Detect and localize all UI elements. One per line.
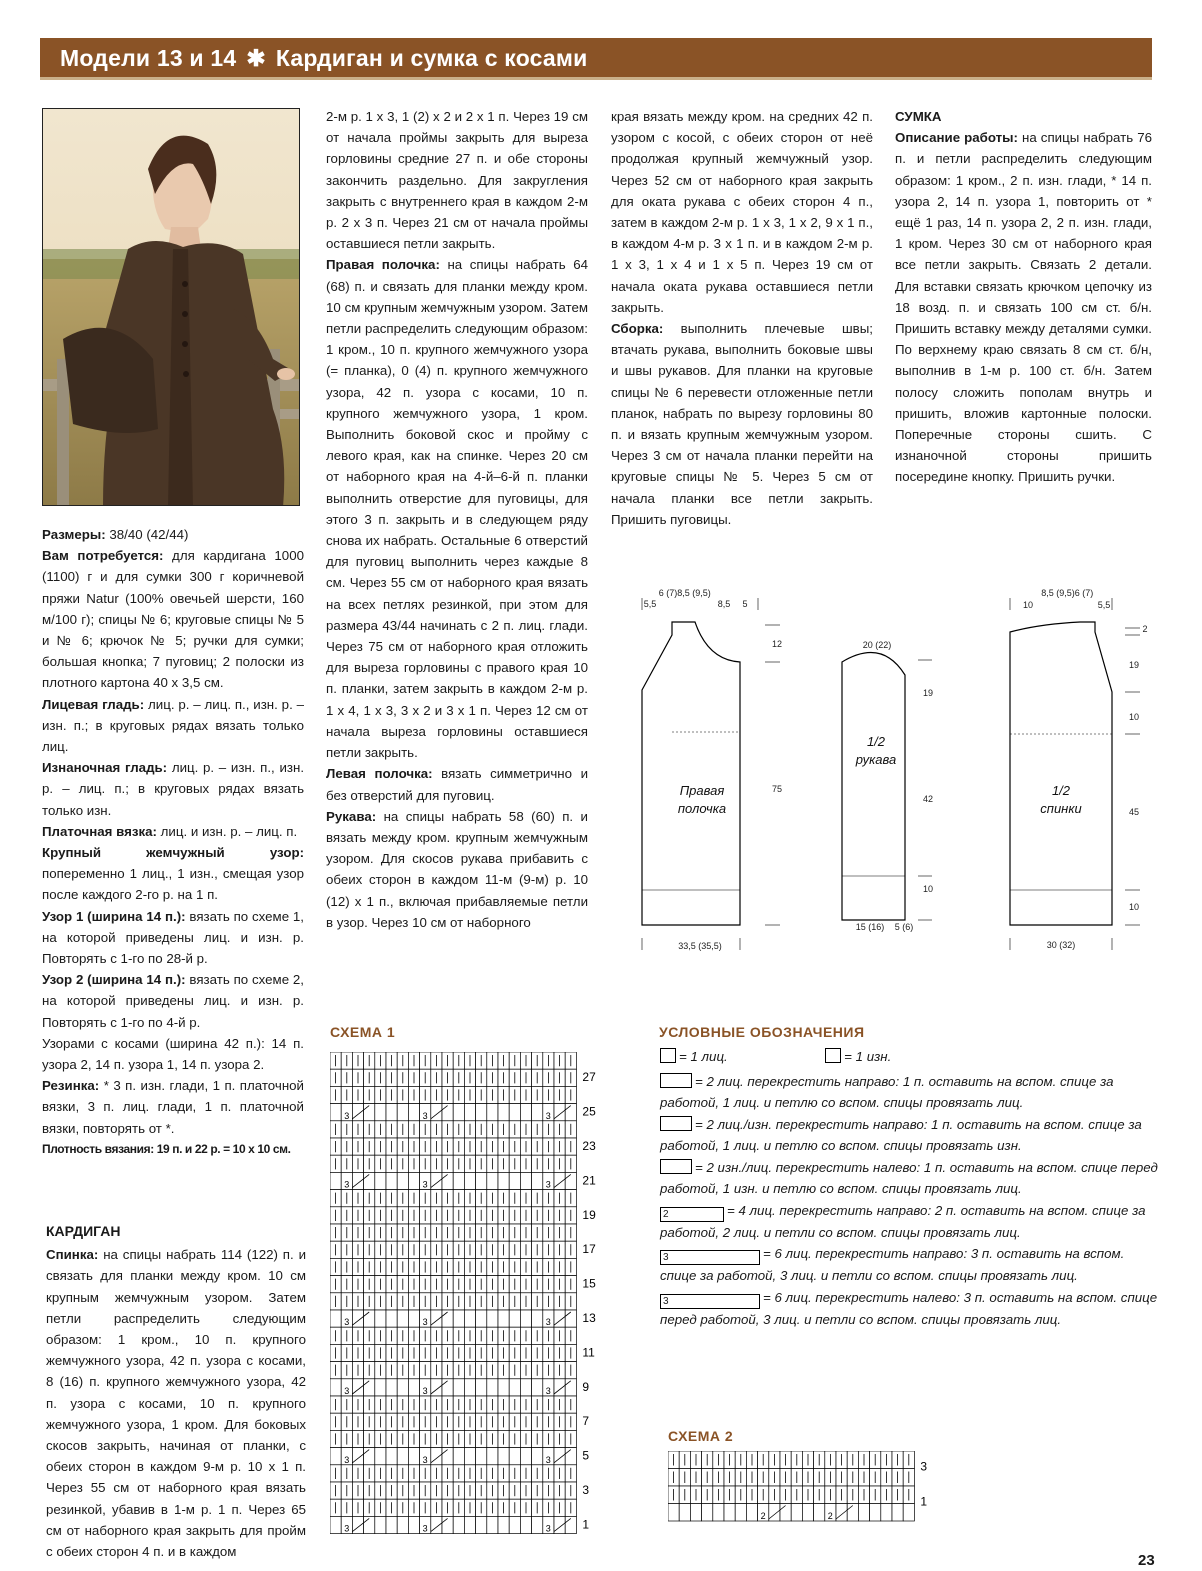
chart-cell bbox=[565, 1516, 576, 1533]
cable-number: 2 bbox=[827, 1511, 833, 1521]
dim-label: 10 bbox=[922, 884, 934, 894]
cable-number: 3 bbox=[422, 1110, 428, 1121]
chart-cell bbox=[375, 1379, 386, 1396]
model-photo bbox=[42, 108, 300, 506]
chart-cell bbox=[386, 1379, 397, 1396]
chart-cell bbox=[397, 1448, 408, 1465]
chart-cell bbox=[509, 1310, 520, 1327]
chart-cell bbox=[364, 1448, 375, 1465]
dim-label: 10 bbox=[1128, 902, 1140, 912]
cable-number: 3 bbox=[344, 1110, 350, 1121]
cable-number: 3 bbox=[344, 1523, 350, 1534]
cable-number: 3 bbox=[422, 1454, 428, 1465]
chart-cell bbox=[364, 1516, 375, 1533]
chart-cell bbox=[565, 1172, 576, 1189]
pattern-schematics bbox=[620, 580, 1160, 960]
assembly-text: выполнить плечевые швы; втачать рукава, выполнить боковые швы и швы рукавов. Для планки на круговые спицы № 6 перевести отложенные петли планок, набрать по вырезу горловины 80 п. и вязать крупным жемчужным узором. Через 3 см от начала планки перейти на круговые спицы № 5. Через 5 см от начала планки все петли закрыть. Пришить пуговицы. bbox=[611, 321, 873, 527]
cable-number: 3 bbox=[422, 1523, 428, 1534]
chart-cell bbox=[509, 1172, 520, 1189]
cable-4-right-icon bbox=[660, 1207, 724, 1222]
chart-cell bbox=[476, 1379, 487, 1396]
materials-label: Вам потребуется: bbox=[42, 548, 164, 564]
dim-label: 19 bbox=[1128, 660, 1140, 670]
chart-cell bbox=[330, 1448, 341, 1465]
chart-cell bbox=[520, 1448, 531, 1465]
schema2-chart bbox=[668, 1451, 938, 1526]
chart-cell bbox=[881, 1504, 892, 1522]
col-fronts bbox=[326, 106, 588, 933]
dim-label: 42 bbox=[922, 794, 934, 804]
chart-cell bbox=[532, 1310, 543, 1327]
chart-cell bbox=[408, 1379, 419, 1396]
stitch-label: Резинка: bbox=[42, 1078, 100, 1094]
chart-cell bbox=[903, 1504, 914, 1522]
left-front-label: Левая полочка: bbox=[326, 766, 433, 782]
chart-cell bbox=[364, 1310, 375, 1327]
cable-number: 3 bbox=[545, 1454, 551, 1465]
chart-cell bbox=[375, 1448, 386, 1465]
chart-cell bbox=[565, 1104, 576, 1121]
chart-cell bbox=[408, 1310, 419, 1327]
chart-cell bbox=[397, 1172, 408, 1189]
chart-cell bbox=[397, 1104, 408, 1121]
chart-cell bbox=[498, 1448, 509, 1465]
legend-row bbox=[660, 1200, 1160, 1244]
chart-cell bbox=[431, 1379, 442, 1396]
sleeve-label: 1/2 bbox=[866, 734, 886, 749]
chart-cell bbox=[476, 1104, 487, 1121]
chart-cell bbox=[397, 1310, 408, 1327]
chart-cell bbox=[364, 1104, 375, 1121]
sleeves-text: на спицы набрать 58 (60) п. и вязать между кром. крупным жемчужным узором. Для скосов рукава прибавить с обеих сторон в каждом 11-м (9-м) р. 10 (12) x 1 п., включая прибавляемые петли в узор. Через 10 см от наборного bbox=[326, 808, 588, 930]
left-front-text: вязать симметрично и без отверстий для пуговиц. bbox=[326, 766, 589, 803]
chart-cell bbox=[735, 1504, 746, 1522]
chart-cell bbox=[476, 1448, 487, 1465]
row-number: 13 bbox=[582, 1311, 596, 1326]
chart-cell bbox=[554, 1379, 565, 1396]
chart-cell bbox=[464, 1516, 475, 1533]
star-icon: ✱ bbox=[246, 45, 266, 71]
row-number: 27 bbox=[582, 1070, 596, 1085]
chart-cell bbox=[386, 1104, 397, 1121]
chart-cell bbox=[814, 1504, 825, 1522]
stitch-text: Узорами с косами (ширина 42 п.): 14 п. узора 2, 14 п. узора 1, 14 п. узора 2. bbox=[42, 1035, 304, 1073]
chart-cell bbox=[364, 1172, 375, 1189]
chart-cell bbox=[431, 1448, 442, 1465]
chart-cell bbox=[352, 1379, 363, 1396]
stitch-text: лиц. р. – лиц. п., изн. р. – изн. п.; в круговых рядах вязать только лиц. bbox=[42, 696, 305, 755]
chart-cell bbox=[453, 1172, 464, 1189]
cable-number: 3 bbox=[545, 1523, 551, 1534]
chart-cell bbox=[487, 1310, 498, 1327]
bag-desc-label: Описание работы: bbox=[895, 130, 1018, 146]
chart-cell bbox=[791, 1504, 802, 1522]
legend-text: = 2 изн./лиц. перекрестить налево: 1 п. оставить на вспом. спице перед работой, 1 изн. и петлю со вспом. спицы провязать лиц. bbox=[660, 1159, 1158, 1196]
front-label: Правая bbox=[679, 783, 725, 798]
dim-label: 10 bbox=[1128, 712, 1140, 722]
chart-cell bbox=[352, 1516, 363, 1533]
cable-2-left-icon bbox=[660, 1159, 692, 1174]
schema1-title: СХЕМА 1 bbox=[330, 1024, 396, 1040]
legend-title: УСЛОВНЫЕ ОБОЗНАЧЕНИЯ bbox=[659, 1024, 865, 1040]
schema2-title: СХЕМА 2 bbox=[668, 1428, 734, 1444]
chart-cell bbox=[386, 1516, 397, 1533]
chart-cell bbox=[453, 1104, 464, 1121]
chart-cell bbox=[476, 1516, 487, 1533]
chart-cell bbox=[408, 1516, 419, 1533]
chart-cell bbox=[520, 1310, 531, 1327]
chart-cell bbox=[565, 1448, 576, 1465]
legend-text: = 1 лиц. bbox=[679, 1049, 728, 1064]
knit-symbol-icon bbox=[660, 1048, 676, 1063]
legend-text: = 6 лиц. перекрестить налево: 3 п. оставить на вспом. спице перед работой, 3 лиц. и петли со вспом. спицы провязать лиц. bbox=[660, 1289, 1158, 1327]
legend bbox=[660, 1046, 1160, 1330]
chart-cell bbox=[487, 1448, 498, 1465]
row-number: 15 bbox=[582, 1276, 596, 1291]
chart-cell bbox=[453, 1516, 464, 1533]
cable-6-left-icon bbox=[660, 1294, 760, 1309]
row-number: 5 bbox=[582, 1448, 590, 1463]
dim-label: 5,5 bbox=[643, 599, 657, 609]
back-label: Спинка: bbox=[46, 1247, 99, 1263]
chart-cell bbox=[532, 1516, 543, 1533]
chart-cell bbox=[532, 1379, 543, 1396]
stitch-text: попеременно 1 лиц., 1 изн., смещая узор после каждого 2-го р. на 1 п. bbox=[42, 866, 304, 903]
right-front-label: Правая полочка: bbox=[326, 257, 440, 273]
page-header bbox=[40, 38, 1152, 80]
chart-cell bbox=[330, 1516, 341, 1533]
sleeves-label: Рукава: bbox=[326, 808, 377, 824]
chart-cell bbox=[487, 1172, 498, 1189]
col-materials bbox=[42, 524, 304, 1160]
cable-number: 3 bbox=[344, 1179, 350, 1190]
chart-cell bbox=[870, 1504, 881, 1522]
col-assembly bbox=[611, 106, 873, 530]
legend-text: = 1 изн. bbox=[844, 1049, 892, 1064]
dim-label: 8,5 (9,5) bbox=[1041, 588, 1075, 598]
sizes-value: 38/40 (42/44) bbox=[105, 527, 189, 542]
chart-cell bbox=[408, 1104, 419, 1121]
stitch-text: вязать по схеме 2, на которой приведены лиц. и изн. р. Повторять с 1-го по 4-й р. bbox=[42, 972, 304, 1030]
chart-cell bbox=[565, 1379, 576, 1396]
chart-cell bbox=[375, 1310, 386, 1327]
chart-cell bbox=[509, 1516, 520, 1533]
chart-cell bbox=[498, 1379, 509, 1396]
front-label-2: полочка bbox=[677, 801, 727, 816]
cable-number: 2 bbox=[760, 1511, 766, 1521]
chart-cell bbox=[679, 1504, 690, 1522]
sizes-label: Размеры: bbox=[42, 527, 106, 542]
stitch-label: Узор 1 (ширина 14 п.): bbox=[42, 908, 186, 924]
col-bag bbox=[895, 106, 1152, 488]
dim-label: 75 bbox=[771, 784, 783, 794]
dim-label: 5,5 bbox=[1097, 600, 1111, 610]
chart-cell bbox=[554, 1104, 565, 1121]
chart-cell bbox=[330, 1172, 341, 1189]
chart-cell bbox=[442, 1104, 453, 1121]
models-label: Модели 13 и 14 bbox=[60, 45, 237, 71]
cable-number: 3 bbox=[344, 1386, 350, 1396]
chart-cell bbox=[532, 1104, 543, 1121]
legend-text: = 6 лиц. перекрестить направо: 3 п. оставить на вспом. спице за работой, 3 лиц. и петли со вспом. спицы провязать лиц. bbox=[660, 1246, 1125, 1283]
dim-label: 10 bbox=[1022, 600, 1034, 610]
chart-cell bbox=[364, 1379, 375, 1396]
chart-cell bbox=[408, 1448, 419, 1465]
cable-count: 2 bbox=[663, 1208, 669, 1220]
chart-cell bbox=[464, 1172, 475, 1189]
chart-cell bbox=[431, 1104, 442, 1121]
chart-cell bbox=[386, 1310, 397, 1327]
cardigan-heading: КАРДИГАН bbox=[46, 1223, 121, 1239]
chart-cell bbox=[453, 1310, 464, 1327]
dim-label: 8,5 bbox=[717, 599, 731, 609]
cable-count: 3 bbox=[663, 1295, 669, 1307]
dim-label: 45 bbox=[1128, 807, 1140, 817]
row-number: 9 bbox=[582, 1379, 590, 1394]
row-number: 3 bbox=[920, 1459, 928, 1474]
chart-cell bbox=[442, 1172, 453, 1189]
chart-cell bbox=[802, 1504, 813, 1522]
dim-label: 33,5 (35,5) bbox=[678, 941, 722, 951]
chart-cell bbox=[520, 1379, 531, 1396]
chart-cell bbox=[442, 1310, 453, 1327]
chart-cell bbox=[442, 1448, 453, 1465]
chart-cell bbox=[408, 1172, 419, 1189]
chart-cell bbox=[431, 1172, 442, 1189]
chart-cell bbox=[375, 1516, 386, 1533]
sleeves-text-cont: края вязать между кром. на средних 42 п. узором с косой, с обеих сторон от неё продолжая крупный жемчужный узор. Через 52 см от наборного края закрыть для оката рукава с обеих сторон 4 п., затем в каждом 2-м р. 1 x 3, 1 x 2, 9 x 1 п., в каждом 4-м р. 3 x 1 п. и в каждом 2-м р. 1 x 3, 1 x 4 и 1 x 5 п. Через 19 см от начала оката рукава оставшиеся петли закрыть. bbox=[611, 109, 873, 315]
stitch-text: лиц. р. – изн. п., изн. р. – лиц. п.; в круговых рядах вязать только изн. bbox=[42, 760, 305, 818]
chart-cell bbox=[892, 1504, 903, 1522]
row-number: 17 bbox=[582, 1242, 596, 1257]
dim-label: 2 bbox=[1142, 624, 1148, 634]
chart-cell bbox=[442, 1379, 453, 1396]
page-title: Кардиган и сумка с косами bbox=[275, 45, 588, 71]
chart-cell bbox=[476, 1172, 487, 1189]
chart-cell bbox=[836, 1504, 847, 1522]
legend-row bbox=[660, 1157, 1160, 1200]
dim-label: 5 bbox=[742, 599, 748, 609]
legend-row bbox=[660, 1114, 1160, 1157]
chart-cell bbox=[498, 1310, 509, 1327]
chart-cell bbox=[509, 1379, 520, 1396]
purl-symbol-icon bbox=[825, 1048, 841, 1063]
stitch-text: вязать по схеме 1, на которой приведены лиц. и изн. р. Повторять с 1-го по 28-й р. bbox=[42, 908, 304, 967]
chart-cell bbox=[352, 1310, 363, 1327]
chart-cell bbox=[330, 1310, 341, 1327]
row-number: 11 bbox=[582, 1345, 595, 1360]
cable-number: 3 bbox=[422, 1386, 428, 1396]
chart-cell bbox=[498, 1172, 509, 1189]
stitch-label: Узор 2 (ширина 14 п.): bbox=[42, 972, 186, 988]
legend-row bbox=[660, 1287, 1160, 1331]
chart-cell bbox=[532, 1172, 543, 1189]
row-number: 7 bbox=[582, 1414, 590, 1429]
chart-cell bbox=[453, 1379, 464, 1396]
back-label: 1/2 bbox=[1051, 783, 1071, 798]
chart-cell bbox=[487, 1516, 498, 1533]
chart-cell bbox=[520, 1104, 531, 1121]
chart-cell bbox=[397, 1379, 408, 1396]
cable-number: 3 bbox=[545, 1317, 551, 1328]
chart-cell bbox=[464, 1379, 475, 1396]
chart-cell bbox=[554, 1310, 565, 1327]
chart-cell bbox=[431, 1310, 442, 1327]
chart-cell bbox=[487, 1379, 498, 1396]
dim-label: 8,5 (9,5) bbox=[677, 588, 711, 598]
chart-cell bbox=[498, 1516, 509, 1533]
cable-number: 3 bbox=[422, 1317, 428, 1328]
chart-cell bbox=[476, 1310, 487, 1327]
legend-row bbox=[660, 1071, 1160, 1114]
chart-cell bbox=[724, 1504, 735, 1522]
legend-text: = 2 лиц./изн. перекрестить направо: 1 п. оставить на вспом. спице за работой, 1 лиц. и петлю со вспом. спицы провязать изн. bbox=[660, 1116, 1142, 1153]
chart-cell bbox=[453, 1448, 464, 1465]
stitch-label: Платочная вязка: bbox=[42, 823, 157, 839]
bag-heading: СУМКА bbox=[895, 109, 942, 124]
chart-cell bbox=[330, 1104, 341, 1121]
cable-number: 3 bbox=[344, 1317, 350, 1328]
row-number: 3 bbox=[582, 1483, 590, 1498]
chart-cell bbox=[509, 1104, 520, 1121]
chart-cell bbox=[386, 1448, 397, 1465]
cable-2-right-purl-icon bbox=[660, 1116, 692, 1131]
cable-2-right-icon bbox=[660, 1073, 692, 1088]
chart-cell bbox=[554, 1516, 565, 1533]
cable-number: 3 bbox=[422, 1179, 428, 1190]
dim-label: 15 (16) bbox=[855, 922, 885, 932]
cable-count: 3 bbox=[663, 1252, 669, 1263]
right-front-text: на спицы набрать 64 (68) п. и связать для планки между кром. 10 см крупным жемчужным узором. Затем петли распределить следующим образом: 1 кром., 10 п. крупного жемчужного узора (= планка), 0 (4) п. крупного жемчужного узора, 42 п. узора с косами, 10 п. крупного жемчужного узора, 1 кром. Выполнить боковой скос и пройму с левого края, как на спинке. Через 20 см от наборного края на 4-й–6-й п. планки выполнить отверстие для пуговицы, для этого 3 п. закрыть и в следующем ряду снова их набрать. Остальные 6 отверстий для пуговиц выполнить через каждые 8 см. Через 55 см от наборного края вязать на всех петлях резинкой, при этом для размера 43/44 начинать с 2 п. лиц. глади. Через 75 см от наборного края отложить для выреза горловины с правого края 10 п. планки, затем закрыть в каждом 2-м р. 1 x 4, 1 x 3, 3 x 2 и 3 x 1 п. Через 12 см от начала выреза горловины оставшиеся петли закрыть. bbox=[326, 257, 589, 761]
dim-label: 20 (22) bbox=[862, 640, 892, 650]
chart-cell bbox=[668, 1504, 679, 1522]
back-text: на спицы набрать 114 (122) п. и связать для планки между кром. 10 см крупным жемчужным узором. Затем петли распределить следующим образом: 1 кром., 10 п. крупного жемчужного узора, 42 п. узора с косами, 8 (16) п. крупного жемчужного узора, 42 п. узора с косами, 10 п. крупного жемчужного узора, 1 кром. Для боковых скосов закрыть, начиная от планки, с обеих сторон в каждом 9-м р. 10 x 1 п. Через 55 см от наборного края вязать резинкой, убавив в 1-м р. 1 п. Через 65 см от наборного края закрыть для пройм с обеих сторон 4 п. и в каждом bbox=[46, 1247, 306, 1560]
chart-cell bbox=[487, 1104, 498, 1121]
row-number: 25 bbox=[582, 1104, 596, 1119]
dim-label: 12 bbox=[771, 639, 783, 649]
gauge-text: Плотность вязания: 19 п. и 22 р. = 10 x 10 см. bbox=[42, 1141, 291, 1156]
cable-number: 3 bbox=[545, 1179, 551, 1190]
legend-text: = 4 лиц. перекрестить направо: 2 п. оставить на вспом. спице за работой, 2 лиц. и петли со вспом. спицы провязать лиц. bbox=[660, 1202, 1146, 1240]
materials-text: для кардигана 1000 (1100) г и для сумки 300 г коричневой пряжи Natur (100% овечьей шерсти, 160 м/100 г); спицы № 6; круговые спицы № 5 и № 6; крючок № 5; ручки для сумки; большая кнопка; 7 пуговиц; 2 полоски из плотного картона 40 x 3,5 см. bbox=[42, 548, 304, 691]
row-number: 19 bbox=[582, 1207, 596, 1222]
sleeve-label-2: рукава bbox=[855, 752, 897, 767]
chart-cell bbox=[847, 1504, 858, 1522]
cable-number: 3 bbox=[344, 1454, 350, 1465]
chart-cell bbox=[498, 1104, 509, 1121]
dim-label: 19 bbox=[922, 688, 934, 698]
dim-label: 6 (7) bbox=[1074, 588, 1094, 598]
chart-cell bbox=[746, 1504, 757, 1522]
legend-text: = 2 лиц. перекрестить направо: 1 п. оставить на вспом. спице за работой, 1 лиц. и петлю со вспом. спицы провязать лиц. bbox=[660, 1073, 1114, 1110]
chart-cell bbox=[565, 1310, 576, 1327]
col-cardigan-back bbox=[46, 1213, 306, 1562]
back-label-2: спинки bbox=[1040, 801, 1082, 816]
chart-cell bbox=[352, 1104, 363, 1121]
row-number: 21 bbox=[582, 1173, 596, 1188]
chart-cell bbox=[713, 1504, 724, 1522]
chart-cell bbox=[442, 1516, 453, 1533]
chart-cell bbox=[375, 1104, 386, 1121]
chart-cell bbox=[769, 1504, 780, 1522]
chart-cell bbox=[375, 1172, 386, 1189]
chart-cell bbox=[554, 1448, 565, 1465]
schema1-chart bbox=[330, 1052, 605, 1542]
legend-row bbox=[660, 1243, 1160, 1287]
dim-label: 6 (7) bbox=[658, 588, 678, 598]
chart-cell bbox=[431, 1516, 442, 1533]
bag-desc-text: на спицы набрать 76 п. и петли распределить следующим образом: 1 кром., 2 п. изн. глади, * 14 п. узора 2, 14 п. узора 1, повторить от * ещё 1 раз, 14 п. узора 2, 2 п. изн. глади, 1 кром. Через 30 см от наборного края все петли закрыть. Связать 2 детали. Для вставки связать крючком цепочку из 18 возд. п. и связать 100 см ст. б/н. Пришить вставку между деталями сумки. По верхнему краю связать 8 см ст. б/н, выполнив в 1-м р. 100 ст. б/н. Затем полосу сложить пополам внутрь и пришить, вложив картонные полоски. Поперечные стороны сшить. С изнаночной стороны пришить посередине кнопку. Пришить ручки. bbox=[895, 130, 1152, 485]
cable-number: 3 bbox=[545, 1110, 551, 1121]
chart-cell bbox=[509, 1448, 520, 1465]
chart-cell bbox=[858, 1504, 869, 1522]
chart-cell bbox=[690, 1504, 701, 1522]
stitch-label: Крупный жемчужный узор: bbox=[42, 845, 304, 861]
chart-cell bbox=[330, 1379, 341, 1396]
chart-cell bbox=[554, 1172, 565, 1189]
cable-6-right-icon bbox=[660, 1250, 760, 1265]
dim-label: 5 (6) bbox=[894, 922, 914, 932]
stitch-label: Лицевая гладь: bbox=[42, 696, 145, 712]
legend-row bbox=[660, 1046, 1160, 1068]
dim-label: 30 (32) bbox=[1046, 940, 1076, 950]
stitch-text: * 3 п. изн. глади, 1 п. платочной вязки, 3 п. лиц. глади, 1 п. платочной вязки, повторять от *. bbox=[42, 1078, 304, 1136]
page-number: 23 bbox=[1138, 1552, 1155, 1569]
assembly-label: Сборка: bbox=[611, 321, 664, 337]
chart-cell bbox=[464, 1310, 475, 1327]
chart-cell bbox=[352, 1448, 363, 1465]
chart-cell bbox=[464, 1448, 475, 1465]
stitch-text: лиц. и изн. р. – лиц. п. bbox=[156, 823, 298, 839]
chart-cell bbox=[464, 1104, 475, 1121]
chart-cell bbox=[386, 1172, 397, 1189]
chart-cell bbox=[397, 1516, 408, 1533]
chart-cell bbox=[520, 1172, 531, 1189]
chart-cell bbox=[520, 1516, 531, 1533]
chart-cell bbox=[532, 1448, 543, 1465]
chart-cell bbox=[702, 1504, 713, 1522]
chart-cell bbox=[780, 1504, 791, 1522]
chart-cell bbox=[352, 1172, 363, 1189]
back-text-cont: 2-м р. 1 x 3, 1 (2) x 2 и 2 x 1 п. Через 19 см от начала проймы закрыть для выреза горловины средние 27 п. и обе стороны закончить раздельно. Для закругления закрыть с внутреннего края в каждом 2-м р. 2 x 3 п. Через 21 см от начала проймы оставшиеся петли закрыть. bbox=[326, 109, 588, 252]
row-number: 1 bbox=[582, 1517, 590, 1532]
cable-number: 3 bbox=[545, 1386, 551, 1396]
row-number: 23 bbox=[582, 1139, 596, 1154]
stitch-label: Изнаночная гладь: bbox=[42, 760, 168, 776]
row-number: 1 bbox=[920, 1494, 928, 1509]
